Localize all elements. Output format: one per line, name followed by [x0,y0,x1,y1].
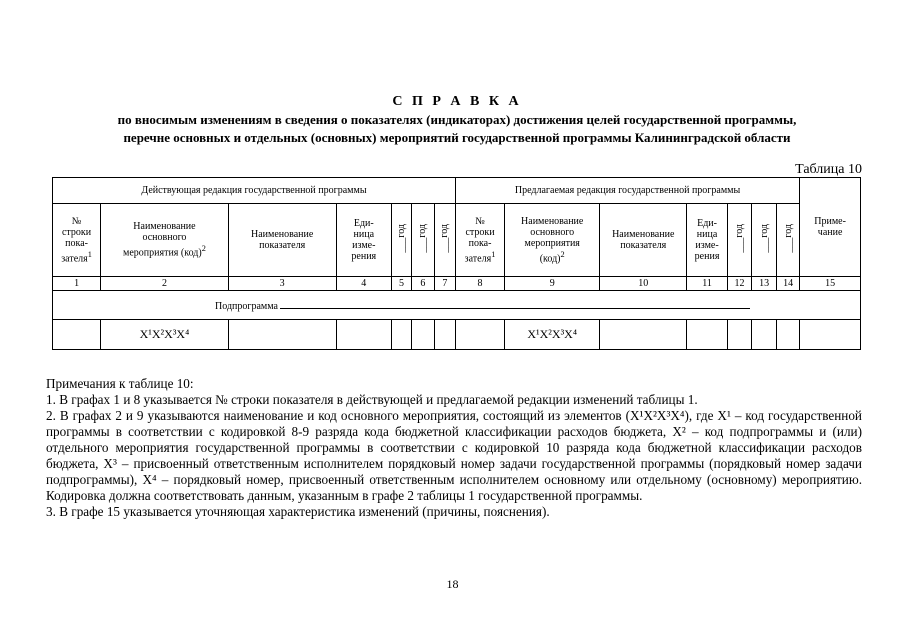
note-1: 1. В графах 1 и 8 указывается № строки показателя в действующей и предлагаемой редакции изменений таблицы 1. [46,392,698,407]
code-formula-proposed: X¹X²X³X⁴ [505,320,600,350]
col-num-2: 2 [101,277,229,291]
subprogram-cell [53,291,861,320]
page-number: 18 [446,577,459,591]
col-num-8: 8 [455,277,504,291]
header-year-3: ___год [434,204,455,277]
header-main-event-proposed: Наименование основного мероприятия (код)$^2$ [505,204,600,277]
header-year-2: ___год [411,204,434,277]
document-title [40,93,874,147]
column-numbers-row [53,277,861,291]
cell-empty [411,320,434,350]
col-num-9: 9 [505,277,600,291]
col-num-11: 11 [687,277,728,291]
header-row-num-current: № строки пока- зателя$^1$ [53,204,101,277]
col-num-14: 14 [777,277,800,291]
cell-empty [687,320,728,350]
header-row-num-proposed: № строки пока- зателя$^1$ [455,204,504,277]
cell-empty [727,320,751,350]
header-unit-current: Еди- ница изме- рения [336,204,391,277]
notes-section [46,376,862,520]
col-num-1: 1 [53,277,101,291]
col-num-6: 6 [411,277,434,291]
col-num-7: 7 [434,277,455,291]
title-line-1: С П Р А В К А [392,94,522,109]
data-row [53,320,861,350]
cell-empty [800,320,861,350]
table-label: Таблица 10 [795,162,862,177]
header-year-6: ___год [777,204,800,277]
header-group-row [53,178,861,204]
subprogram-blank-line [280,299,750,309]
note-3: 3. В графе 15 указывается уточняющая характеристика изменений (причины, пояснения). [46,504,550,519]
notes-heading: Примечания к таблице 10: [46,376,194,391]
header-columns-row [53,204,861,277]
col-num-12: 12 [727,277,751,291]
title-line-3: перечне основных и отдельных (основных) мероприятий государственной программы Калининградской области [123,130,791,145]
changes-table [52,177,861,350]
cell-empty [336,320,391,350]
subprogram-label: Подпрограмма [215,300,278,312]
col-num-3: 3 [228,277,336,291]
title-line-2: по вносимым изменениям в сведения о показателях (индикаторах) достижения целей государственной программы, [117,112,797,127]
header-year-5: ___год [752,204,777,277]
header-indicator-proposed: Наименование показателя [600,204,687,277]
cell-empty [600,320,687,350]
col-num-13: 13 [752,277,777,291]
note-2: 2. В графах 2 и 9 указываются наименование и код основного мероприятия, состоящий из элементов (X¹X²X³X⁴), где X¹ – код государственной программы в соответствии с кодировкой 8-9 разряда кода бюджетной классификации расходов бюджета, X² – код подпрограммы и (или) отдельного мероприятия государственной программы в соответствии с кодировкой 10 разряда кода бюджетной классификации расходов бюджета, X³ – присвоенный ответственным исполнителем порядковый номер задачи государственной программы (порядковый номер задачи подпрограммы), X⁴ – порядковый номер, присвоенный ответственным исполнителем основному или отдельному (основному) мероприятию. Кодировка должна соответствовать данным, указанным в графе 2 таблицы 1 государственной программы. [46,408,862,503]
cell-empty [392,320,412,350]
header-main-event-current: Наименование основного мероприятия (код)$^2$ [101,204,229,277]
cell-empty [455,320,504,350]
code-formula-current: X¹X²X³X⁴ [101,320,229,350]
col-num-5: 5 [392,277,412,291]
group-proposed: Предлагаемая редакция государственной программы [455,178,799,204]
header-indicator-current: Наименование показателя [228,204,336,277]
subprogram-row [53,291,861,320]
col-num-15: 15 [800,277,861,291]
cell-empty [53,320,101,350]
col-num-4: 4 [336,277,391,291]
cell-empty [228,320,336,350]
cell-empty [777,320,800,350]
cell-empty [434,320,455,350]
header-note: Приме- чание [800,178,861,277]
header-year-4: ___год [727,204,751,277]
group-current: Действующая редакция государственной программы [53,178,456,204]
header-unit-proposed: Еди- ница изме- рения [687,204,728,277]
col-num-10: 10 [600,277,687,291]
header-year-1: ___год [392,204,412,277]
cell-empty [752,320,777,350]
